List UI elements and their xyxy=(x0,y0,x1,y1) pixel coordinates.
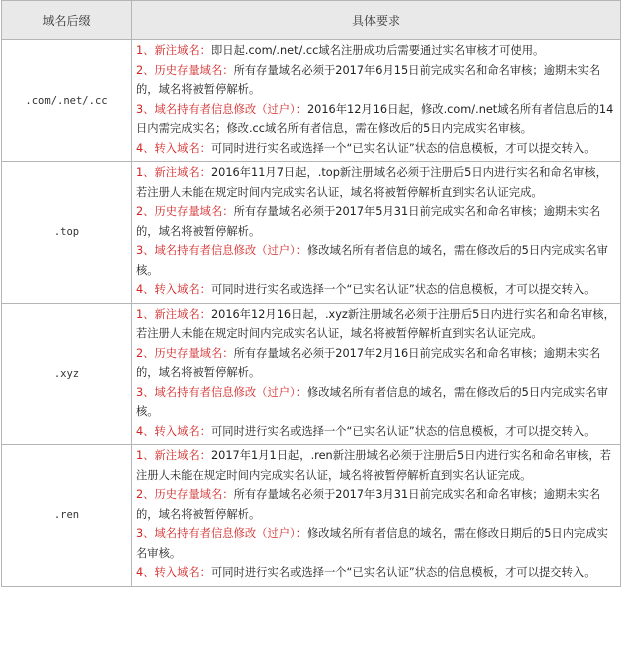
domain-suffix-cell: .xyz xyxy=(2,303,132,445)
rule-new-registration xyxy=(136,305,616,344)
rule-heading: 4、转入域名： xyxy=(136,424,211,438)
domain-suffix-cell: .top xyxy=(2,162,132,304)
rule-text: 可同时进行实名或选择一个“已实名认证”状态的信息模板，才可以提交转入。 xyxy=(210,424,596,438)
domain-suffix-cell: .com/.net/.cc xyxy=(2,40,132,162)
header-requirements: 具体要求 xyxy=(132,1,621,40)
rule-transfer-in xyxy=(136,422,616,442)
requirements-cell xyxy=(132,40,621,162)
rule-text: 所有存量域名必须于2017年5月31日前完成实名和命名审核；逾期未实名的，域名将被暂停解析。 xyxy=(136,205,601,238)
rule-text: 所有存量域名必须于2017年6月15日前完成实名和命名审核；逾期未实名的，域名将被暂停解析。 xyxy=(136,63,601,96)
domain-suffix-cell: .ren xyxy=(2,445,132,587)
rule-heading: 2、历史存量域名： xyxy=(136,205,234,218)
rule-heading: 2、历史存量域名： xyxy=(136,488,234,501)
rule-text: 2016年12月16日起，修改.com/.net域名所有者信息后的14日内需完成实名；修改.cc域名所有者信息，需在修改后的5日内完成实名审核。 xyxy=(136,102,614,135)
rule-text: 2016年11月7日起，.top新注册域名必须于注册后5日内进行实名和命名审核，若注册人未能在规定时间内完成实名认证，域名将被暂停解析直到实名认证完成。 xyxy=(136,166,607,199)
rule-text: 可同时进行实名或选择一个“已实名认证”状态的信息模板，才可以提交转入。 xyxy=(210,283,596,296)
table-row xyxy=(2,40,621,162)
header-row xyxy=(2,1,621,40)
requirements-cell xyxy=(132,162,621,304)
table-row xyxy=(2,303,621,445)
rule-new-registration xyxy=(136,41,616,61)
rule-text: 即日起.com/.net/.cc域名注册成功后需要通过实名审核才可使用。 xyxy=(210,44,545,57)
rule-text: 修改域名所有者信息的域名，需在修改后的5日内完成实名审核。 xyxy=(136,244,608,277)
rule-owner-change xyxy=(136,524,616,563)
rule-heading: 2、历史存量域名： xyxy=(136,346,234,360)
rule-text: 2017年1月1日起，.ren新注册域名必须于注册后5日内进行实名和命名审核，若注册人未能在规定时间内完成实名认证，域名将被暂停解析直到实名认证完成。 xyxy=(136,449,612,482)
rule-owner-change xyxy=(136,100,616,139)
rule-transfer-in xyxy=(136,280,616,300)
rule-new-registration xyxy=(136,446,616,485)
domain-requirements-table xyxy=(1,0,621,587)
rule-heading: 2、历史存量域名： xyxy=(136,63,234,77)
rule-heading: 1、新注域名： xyxy=(136,449,211,462)
rule-existing-domains xyxy=(136,61,616,100)
rule-heading: 1、新注域名： xyxy=(136,307,211,321)
rule-text: 2016年12月16日起，.xyz新注册域名必须于注册后5日内进行实名和命名审核，若注册人未能在规定时间内完成实名认证，域名将被暂停解析直到实名认证完成。 xyxy=(136,307,615,340)
rule-existing-domains xyxy=(136,202,616,241)
rule-existing-domains xyxy=(136,485,616,524)
rule-text: 修改域名所有者信息的域名，需在修改后的5日内完成实名审核。 xyxy=(136,385,608,418)
rule-heading: 3、域名持有者信息修改（过户）： xyxy=(136,385,307,399)
rule-transfer-in xyxy=(136,563,616,583)
rule-text: 所有存量域名必须于2017年2月16日前完成实名和命名审核；逾期未实名的，域名将被暂停解析。 xyxy=(136,346,601,379)
requirements-cell xyxy=(132,303,621,445)
rule-text: 可同时进行实名或选择一个“已实名认证”状态的信息模板，才可以提交转入。 xyxy=(210,566,596,579)
rule-heading: 3、域名持有者信息修改（过户）： xyxy=(136,527,307,540)
header-domain-suffix: 域名后缀 xyxy=(2,1,132,40)
rule-transfer-in xyxy=(136,139,616,159)
rule-text: 所有存量域名必须于2017年3月31日前完成实名和命名审核；逾期未实名的，域名将被暂停解析。 xyxy=(136,488,601,521)
rule-text: 可同时进行实名或选择一个“已实名认证”状态的信息模板，才可以提交转入。 xyxy=(210,141,596,155)
rule-new-registration xyxy=(136,163,616,202)
rule-heading: 4、转入域名： xyxy=(136,141,211,155)
rule-owner-change xyxy=(136,241,616,280)
rule-existing-domains xyxy=(136,344,616,383)
rule-heading: 1、新注域名： xyxy=(136,44,211,57)
rule-heading: 3、域名持有者信息修改（过户）： xyxy=(136,244,307,257)
table-row xyxy=(2,445,621,587)
rule-heading: 4、转入域名： xyxy=(136,566,211,579)
requirements-cell xyxy=(132,445,621,587)
rule-heading: 1、新注域名： xyxy=(136,166,211,179)
rule-text: 修改域名所有者信息的域名，需在修改日期后的5日内完成实名审核。 xyxy=(136,527,608,560)
rule-heading: 4、转入域名： xyxy=(136,283,211,296)
table-row xyxy=(2,162,621,304)
rule-heading: 3、域名持有者信息修改（过户）： xyxy=(136,102,307,116)
rule-owner-change xyxy=(136,383,616,422)
